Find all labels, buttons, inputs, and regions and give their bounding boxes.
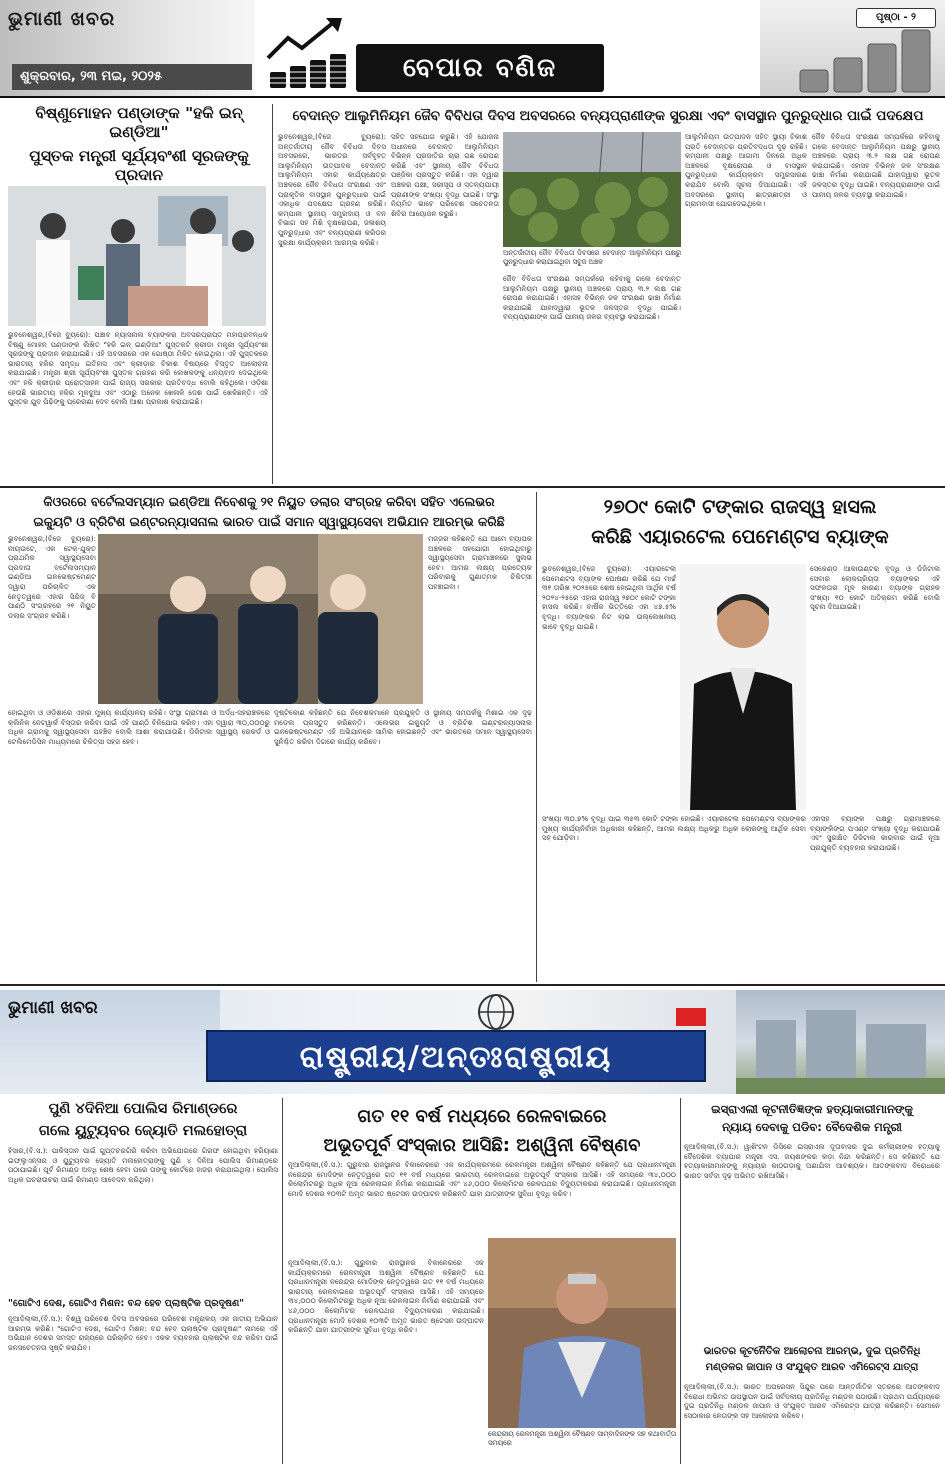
story7-sub-body-text: ନୂଆଦିଲ୍ଲୀ,(ବି.ସ.): ଭାରତ ଅପରେସନ ସିନ୍ଦୁର ପରେ ଆନ୍ତର୍ଜାତିକ ସ୍ତରରେ ଆତଙ୍କବାଦ ବିରୋଧୀ ଅଭିମତ ଉପସ୍ଥାପନ ପାଇଁ ସର୍ବଦଳୀୟ ପ୍ରତିନିଧି ମଣ୍ଡଳ ପଠାଉଛି। ପ୍ରଥମ ପର୍ଯ୍ୟାୟରେ ଦୁଇ ପ୍ରତିନିଧି ମଣ୍ଡଳ ଜାପାନ ଓ ସଂଯୁକ୍ତ ଆରବ ଏମିରେଟ୍ସ ଯାତ୍ରା କରିଛନ୍ତି। ସେମାନେ ସେଠାକାର ନେତାଙ୍କ ସହ ଆଲୋଚନା କରିବେ। bbox=[684, 1382, 940, 1420]
story2-col2 bbox=[391, 132, 499, 482]
story3-col-left bbox=[8, 534, 96, 704]
story6-photo bbox=[488, 1238, 676, 1428]
story6-headline-line2: ଅଭୂତପୂର୍ବ ସଂସ୍କାର ଆସିଛି: ଅଶ୍ୱିନୀ ବୈଷ୍ଣବ bbox=[323, 1134, 641, 1156]
masthead bbox=[0, 0, 945, 98]
banner-city-image bbox=[736, 990, 945, 1094]
story1-headline-line2: ପୁସ୍ତକ ମନ୍ତ୍ରୀ ସୂର୍ଯ୍ୟବଂଶୀ ସୂରଜଙ୍କୁ ପ୍ରଦାନ bbox=[29, 146, 249, 185]
divider-row-2 bbox=[0, 984, 945, 986]
coins-growth-icon bbox=[262, 14, 354, 92]
paper-logo bbox=[8, 8, 188, 36]
section-title: ବେପାର ବଣିଜ bbox=[402, 53, 558, 83]
story4-col-right bbox=[810, 564, 940, 810]
story2-col4a bbox=[685, 132, 807, 482]
page-label-box bbox=[856, 8, 936, 28]
story2-col5-text: ଜୈବ ବିବିଧତା ସଂରକ୍ଷଣ ସମ୍ପର୍କରେ କହିବାକୁ ଗଲେ ବେଦାନ୍ତ ଆଲୁମିନିୟମ ପକ୍ଷରୁ ସ୍ଥାନୀୟ ଅଞ୍ଚଳରେ ପ୍ରାୟ ୩.୨ ଲକ୍ଷ ଗଛ ରୋପଣ କରାଯାଇଛି। ଏହାସହ ବିଭିନ୍ନ ଜଳ ସଂରକ୍ଷଣ ଢାଞ୍ଚା ନିର୍ମାଣ କରାଯାଇଛି ଯାହାଦ୍ୱାରା ଭୂତଳ ଜଳସ୍ତର ବୃଦ୍ଧି ପାଇଛି। ବନ୍ୟପ୍ରାଣୀଙ୍କ ପାଇଁ ପାନୀୟ ଜଳର ବ୍ୟବସ୍ଥା କରାଯାଇଛି। bbox=[812, 132, 940, 199]
story6-body-text: ନୂଆଦିଲ୍ଲୀ,(ବି.ସ.): ଗୁରୁବାର ରାଜସ୍ଥାନର ବିକାନେରରେ ଏକ କାର୍ଯ୍ୟକ୍ରମରେ ରେଳମନ୍ତ୍ରୀ ଅଶ୍ୱିନୀ ବୈଷ୍ଣବ କହିଛନ୍ତି ଯେ ପ୍ରଧାନମନ୍ତ୍ରୀ ନରେନ୍ଦ୍ର ମୋଦିଙ୍କ ନେତୃତ୍ୱରେ ଗତ ୧୧ ବର୍ଷ ମଧ୍ୟରେ ଭାରତୀୟ ରେଳବାଇରେ ଅଭୂତପୂର୍ବ ସଂସ୍କାର ଆସିଛି। ଏହି ସମୟରେ ୩୪,୦୦୦ କିଲୋମିଟରରୁ ଅଧିକ ନୂଆ ରେଳଲାଇନ ନିର୍ମାଣ କରାଯାଇଛି ଏବଂ ୪୬,୦୦୦ କିଲୋମିଟର ରେଳପଥର ବିଦ୍ୟୁତୀକରଣ କରାଯାଇଛି। ପ୍ରଧାନମନ୍ତ୍ରୀ ମୋଦି ଦେଶର ୧୦୩ଟି ଅମୃତ ଭାରତ ଷ୍ଟେସନ ଉଦ୍‌ଘାଟନ କରିଛନ୍ତି ଯାହା ଯାତ୍ରୀଙ୍କ ସୁବିଧା ବୃଦ୍ଧି କରିବ। bbox=[288, 1160, 676, 1198]
story2-photo bbox=[503, 132, 681, 247]
divider-row-1 bbox=[0, 486, 945, 488]
globe-icon bbox=[472, 992, 520, 1032]
story2-photo-caption-text: ଅନ୍ତର୍ଜାତୀୟ ଜୈବ ବିବିଧତା ଦିବସରେ ବେଦାନ୍ତ ଆଲୁମିନିୟମ ପକ୍ଷରୁ ପୁନରୁଦ୍ଧାର କରାଯାଇଥିବା ସବୁଜ ଅଞ୍ଚଳ bbox=[503, 249, 681, 266]
story7-sub-headline-line2: ମଣ୍ଡଳର ଜାପାନ ଓ ସଂଯୁକ୍ତ ଆରବ ଏମିରେଟ୍ସ ଯାତ୍ରା bbox=[705, 1361, 919, 1373]
story7-body-text: ନୂଆଦିଲ୍ଲୀ,(ବି.ସ.): ୱାଶିଂଟନ ଡିସିରେ ଇସ୍ରାଏଲ ଦୂତାବାସର ଦୁଇ କର୍ମଚାରୀଙ୍କ ହତ୍ୟାକୁ ବୈଦେଶିକ ବ୍ୟାପାର ମନ୍ତ୍ରୀ ଏସ. ଜୟଶଙ୍କର କଡ଼ା ନିନ୍ଦା କରିଛନ୍ତି। ସେ କହିଛନ୍ତି ଯେ ହତ୍ୟାକାରୀମାନଙ୍କୁ ନ୍ୟାୟର କାଠଗଡ଼ାକୁ ଅଣାଯିବା ଆବଶ୍ୟକ। ଆତଙ୍କବାଦ ବିରୋଧରେ ଭାରତ ସର୍ବଦା ଦୃଢ଼ ଅଭିମତ ରଖିଆସିଛି। bbox=[684, 1142, 940, 1180]
banner-paper-name: ଭୁମାଣୀ ଖବର bbox=[8, 998, 98, 1018]
story3-headline-line1: କିଓରରେ ବର୍ଟେଲସମ୍ୟାନ ଇଣ୍ଡିଆ ନିବେଶକୁ ୨୧ ନିୟୁତ ଡଲାର ସଂଗ୍ରହ କରିବା ସହିତ ଏଲେଭର bbox=[43, 494, 495, 509]
story4-col-bottom-right-text: ଏହାସହ ବ୍ୟାଙ୍କ ପକ୍ଷରୁ ଗ୍ରାମାଞ୍ଚଳରେ ବ୍ୟାଙ୍କିଙ୍ଗ ପଏଣ୍ଟ ସଂଖ୍ୟା ବୃଦ୍ଧି କରାଯାଉଛି ଏବଂ ସୁରକ୍ଷିତ ଡିଜିଟାଲ କାରବାର ପାଇଁ ନୂଆ ପ୍ରଯୁକ୍ତି ବ୍ୟବହାର କରାଯାଉଛି। bbox=[810, 814, 940, 852]
story6-headline-line1: ଗତ ୧୧ ବର୍ଷ ମଧ୍ୟରେ ରେଳବାଇରେ bbox=[357, 1106, 607, 1127]
story4-col-bottom-left bbox=[542, 814, 806, 980]
story5-headline-line1: ପୁଣି ୪ଦିନିଆ ପୋଲିସ ରିମାଣ୍ଡରେ bbox=[48, 1101, 238, 1117]
story6-headline bbox=[286, 1106, 678, 1157]
story3-col-b-text: ଦୃଷ୍ଟିକୋଣ କହିଛନ୍ତି ଯେ ନିବେଶକମାନେ ପ୍ରଯୁକ୍ତି ଓ ସ୍ଥାନୀୟ ସମ୍ପର୍କକୁ ମିଶାଇ ଏକ ଦୃଢ଼ ମଡେଲ ପ୍ରସ୍ତୁତ କରିଛନ୍ତି। ଏଲେଭର ଇକ୍ୟୁଟି ଓ ବ୍ରିଟିଶ ଇଣ୍ଟରନ୍ୟାସନାଲ ଇନଭେଷ୍ଟମେଣ୍ଟ ଏହି ଅଭିଯାନରେ ସାମିଲ ହୋଇଛନ୍ତି ଏବଂ ଭାରତରେ ସମାନ ସ୍ୱାସ୍ଥ୍ୟସେବା ସୁନିଶ୍ଚିତ କରିବା ଦିଗରେ କାର୍ଯ୍ୟ କରିବେ। bbox=[274, 708, 532, 746]
story4-col-left-text: ଭୁବନେଶ୍ୱର,(ବିଜେ ବ୍ୟୁରୋ): ଏୟାରଟେଲ ପେମେଣ୍ଟସ ବ୍ୟାଙ୍କ ଘୋଷଣା କରିଛି ଯେ ମାର୍ଚ୍ଚ ୩୧ ତାରିଖ ୨୦୨୫ରେ ଶେଷ ହୋଇଥିବା ଆର୍ଥିକ ବର୍ଷ ୨୦୨୪-୨୫ରେ ଏହାର ରାଜସ୍ୱ ୨୭୦୯ କୋଟି ଟଙ୍କା ହାସଲ କରିଛି। ବାର୍ଷିକ ଭିତ୍ତିରେ ଏହା ୪୭.୫% ବୃଦ୍ଧି। ବ୍ୟାଙ୍କର ନିଟ ଲାଭ ଉଲ୍ଲେଖନୀୟ ଭାବେ ବୃଦ୍ଧି ପାଇଛି। bbox=[542, 564, 676, 631]
story5-sub-headline-text: "ଗୋଟିଏ ଦେଶ, ଗୋଟିଏ ମିଶନ: ବନ୍ଦ ହେବ ପ୍ଲାଷ୍ଟିକ ପ୍ରଦୂଷଣ" bbox=[8, 1298, 245, 1309]
banner-flag bbox=[676, 1008, 706, 1026]
story7-headline-line2: ନ୍ୟାୟ ଦେବାକୁ ପଡିବ: ବୈଦେଶିକ ମନ୍ତ୍ରୀ bbox=[722, 1120, 902, 1135]
story5-body bbox=[8, 1146, 278, 1296]
story5-sub-headline bbox=[8, 1298, 278, 1310]
story6-caption bbox=[488, 1430, 676, 1464]
story2-col1-text: ଭୁବନେଶ୍ୱର,(ବିଜେ ବ୍ୟୁରୋ): ଅନ୍ତର୍ଜାତୀୟ ଜୈବ ବିବିଧତା ଦିବସ ଅବସରରେ, ଭାରତର ସର୍ବବୃହତ୍ ଆଲୁମିନିୟମ ଉତ୍ପାଦକ ବେଦାନ୍ତ ଆଲୁମିନିୟମ ଏହାର କାର୍ଯ୍ୟକ୍ଷେତ୍ର ଅଞ୍ଚଳରେ ଜୈବ ବିବିଧତା ସଂରକ୍ଷଣ ଏବଂ ପ୍ରାକୃତିକ ବାସସ୍ଥାନ ପୁନରୁଦ୍ଧାର ପାଇଁ ଏକାଧିକ ପଦକ୍ଷେପ ଗ୍ରହଣ କରିଛି। କମ୍ପାନୀ ସ୍ଥାନୀୟ ସମ୍ପ୍ରଦାୟ ଓ ବନ ବିଭାଗ ସହ ମିଶି ବୃକ୍ଷରୋପଣ, ଜଳାଶୟ ପୁନରୁଦ୍ଧାର ଏବଂ ବନ୍ୟପ୍ରାଣୀ କରିଡର ସୁରକ୍ଷା କାର୍ଯ୍ୟକ୍ରମ ଆରମ୍ଭ କରିଛି। bbox=[278, 132, 386, 247]
story2-headline bbox=[278, 108, 938, 125]
story1-photo bbox=[8, 186, 266, 326]
story4-col-right-text: ସେକେଣ୍ଡ ଆକାଉଣ୍ଟର ବୃଦ୍ଧି ଓ ଡିଜିଟାଲ ସେବାର ଲୋକପ୍ରିୟତା ବ୍ୟାଙ୍କର ଏହି ସଫଳତାର ମୂଳ କାରଣ। ବ୍ୟାଙ୍କ ଗ୍ରାହକ ସଂଖ୍ୟା ୧୦ କୋଟି ଅତିକ୍ରମ କରିଛି ବୋଲି ସୂଚନା ଦିଆଯାଇଛି। bbox=[810, 564, 940, 612]
story5-sub-body-text: ନୂଆଦିଲ୍ଲୀ,(ବି.ସ.): ବିଶ୍ୱ ପରିବେଶ ଦିବସ ଅବସରରେ ପରିବେଶ ମନ୍ତ୍ରାଳୟ ଏକ ଜାତୀୟ ଅଭିଯାନ ଆରମ୍ଭ କରିଛି। "ଗୋଟିଏ ଦେଶ, ଗୋଟିଏ ମିଶନ: ବନ୍ଦ ହେବ ପ୍ଲାଷ୍ଟିକ ପ୍ରଦୂଷଣ" ନାମରେ ଏହି ଅଭିଯାନ ଦେଶର ସମସ୍ତ ରାଜ୍ୟରେ ପରିଚାଳିତ ହେବ। ଏକକ ବ୍ୟବହାର ପ୍ଲାଷ୍ଟିକ ବନ୍ଦ କରିବା ପାଇଁ ଜନସଚେତନତା ସୃଷ୍ଟି କରାଯିବ। bbox=[8, 1314, 278, 1352]
story1-body bbox=[8, 330, 268, 480]
story5-body-text: ହିସାର,(ବି.ସ.): ପାକିସ୍ତାନ ପାଇଁ ଗୁପ୍ତଚରଗିରି କରିବା ଅଭିଯୋଗରେ ଗିରଫ ହୋଇଥିବା ହରିୟାଣା ଇଫ୍ଲୁଏନ୍ସର ଓ ୟୁଟ୍ୟୁବର ଜ୍ୟୋତି ମଲହୋତ୍ରାଙ୍କୁ ପୁଣି ୪ ଦିନିଆ ପୋଲିସ ରିମାଣ୍ଡରେ ପଠାଯାଇଛି। ପୂର୍ବ ରିମାଣ୍ଡ ଅବଧି ଶେଷ ହେବା ପରେ ତାଙ୍କୁ କୋର୍ଟରେ ହାଜର କରାଯାଇଥିଲା। ପୋଲିସ ଅଧିକ ପଚରାଉଚରା ପାଇଁ ରିମାଣ୍ଡ ଆବେଦନ କରିଥିଲା। bbox=[8, 1146, 278, 1184]
story2-photo-caption bbox=[503, 249, 681, 271]
story4-photo bbox=[680, 564, 806, 810]
story4-headline bbox=[540, 496, 940, 550]
banner-logo-box bbox=[8, 998, 158, 1022]
story1-headline-line1: ବିଷ୍ଣୁମୋହନ ପଣ୍ଡାଙ୍କ "ହକି ଇନ୍ ଇଣ୍ଡିଆ" bbox=[35, 104, 243, 142]
section-banner bbox=[0, 990, 945, 1094]
divider-top-1 bbox=[272, 104, 273, 484]
story5-sub-body bbox=[8, 1314, 278, 1464]
date: ଶୁକ୍ରବାର, ୨୩ ମଇ, ୨୦୨୫ bbox=[20, 69, 162, 84]
story2-col5 bbox=[812, 132, 940, 482]
story3-col-b bbox=[274, 708, 532, 980]
story2-col3 bbox=[503, 274, 681, 482]
story3-headline bbox=[8, 494, 530, 529]
story1-headline bbox=[8, 104, 270, 186]
story3-photo bbox=[98, 534, 423, 704]
story4-col-left bbox=[542, 564, 676, 810]
section-title-box bbox=[356, 44, 604, 92]
story6-body-left-text: ନୂଆଦିଲ୍ଲୀ,(ବି.ସ.): ଗୁରୁବାର ରାଜସ୍ଥାନର ବିକାନେରରେ ଏକ କାର୍ଯ୍ୟକ୍ରମରେ ରେଳମନ୍ତ୍ରୀ ଅଶ୍ୱିନୀ ବୈଷ୍ଣବ କହିଛନ୍ତି ଯେ ପ୍ରଧାନମନ୍ତ୍ରୀ ନରେନ୍ଦ୍ର ମୋଦିଙ୍କ ନେତୃତ୍ୱରେ ଗତ ୧୧ ବର୍ଷ ମଧ୍ୟରେ ଭାରତୀୟ ରେଳବାଇରେ ଅଭୂତପୂର୍ବ ସଂସ୍କାର ଆସିଛି। ଏହି ସମୟରେ ୩୪,୦୦୦ କିଲୋମିଟରରୁ ଅଧିକ ନୂଆ ରେଳଲାଇନ ନିର୍ମାଣ କରାଯାଇଛି ଏବଂ ୪୬,୦୦୦ କିଲୋମିଟର ରେଳପଥର ବିଦ୍ୟୁତୀକରଣ କରାଯାଇଛି। ପ୍ରଧାନମନ୍ତ୍ରୀ ମୋଦି ଦେଶର ୧୦୩ଟି ଅମୃତ ଭାରତ ଷ୍ଟେସନ ଉଦ୍‌ଘାଟନ କରିଛନ୍ତି ଯାହା ଯାତ୍ରୀଙ୍କ ସୁବିଧା ବୃଦ୍ଧି କରିବ। bbox=[288, 1258, 484, 1335]
date-box bbox=[12, 64, 252, 90]
story2-col3-text: ଜୈବ ବିବିଧତା ସଂରକ୍ଷଣ ସମ୍ପର୍କରେ କହିବାକୁ ଗଲେ ବେଦାନ୍ତ ଆଲୁମିନିୟମ ପକ୍ଷରୁ ସ୍ଥାନୀୟ ଅଞ୍ଚଳରେ ପ୍ରାୟ ୩.୨ ଲକ୍ଷ ଗଛ ରୋପଣ କରାଯାଇଛି। ଏହାସହ ବିଭିନ୍ନ ଜଳ ସଂରକ୍ଷଣ ଢାଞ୍ଚା ନିର୍ମାଣ କରାଯାଇଛି ଯାହାଦ୍ୱାରା ଭୂତଳ ଜଳସ୍ତର ବୃଦ୍ଧି ପାଇଛି। ବନ୍ୟପ୍ରାଣୀଙ୍କ ପାଇଁ ପାନୀୟ ଜଳର ବ୍ୟବସ୍ଥା କରାଯାଇଛି। bbox=[503, 274, 681, 322]
divider-bottom-2 bbox=[680, 1098, 681, 1464]
paper-name: ଭୁମାଣୀ ଖବର bbox=[8, 8, 116, 30]
story7-sub-headline-line1: ଭାରତର କୂଟନୈତିକ ଆଲୋଚନା ଆରମ୍ଭ, ଦୁଇ ପ୍ରତିନିଧି bbox=[703, 1346, 921, 1357]
story7-body bbox=[684, 1142, 940, 1342]
page-label: ପୃଷ୍ଠା - ୨ bbox=[876, 12, 916, 23]
banner-title-box bbox=[206, 1030, 706, 1082]
story4-col-bottom-left-text: ସଂଖ୍ୟା ୩୦.୭% ବୃଦ୍ଧି ପାଇ ୩୫୩ କୋଟି ଟଙ୍କା ହୋଇଛି। ଏୟାରଟେଲ ପେମେଣ୍ଟସ ବ୍ୟାଙ୍କର ମୁଖ୍ୟ କାର୍ଯ୍ୟନିର୍ବାହୀ ଅଧିକାରୀ କହିଛନ୍ତି, ଆମର ଲକ୍ଷ୍ୟ ଅଧିକରୁ ଅଧିକ ଲୋକଙ୍କୁ ଆର୍ଥିକ ସେବା ସହ ଯୋଡ଼ିବା। bbox=[542, 814, 806, 843]
story6-body-left bbox=[288, 1258, 484, 1464]
story7-sub-headline bbox=[684, 1346, 940, 1374]
story4-headline-line2: କରିଛି ଏୟାରଟେଲ ପେମେଣ୍ଟସ ବ୍ୟାଙ୍କ bbox=[591, 525, 889, 548]
story3-col-right-text: ମଜ୍ଜର କହିଛନ୍ତି ଯେ ଆମେ ବ୍ୟାପକ ଅଞ୍ଚଳରେ ସହଯୋଗୀ ହୋଇଥିବାରୁ ସ୍ୱାସ୍ଥ୍ୟସେବା ଗ୍ରାମାଞ୍ଚଳରେ ସୁଲଭ ହେବ। ଆମର ଲକ୍ଷ୍ୟ ପ୍ରତ୍ୟେକ ପରିବାରକୁ ଗୁଣାତ୍ମକ ଚିକିତ୍ସା ପହଞ୍ଚାଇବା। bbox=[428, 534, 532, 591]
story4-headline-line1: ୨୭୦୯ କୋଟି ଟଙ୍କାର ରାଜସ୍ୱ ହାସଲ bbox=[603, 496, 877, 518]
story5-headline-line2: ଗଲେ ୟୁଟ୍ୟୁବର ଜ୍ୟୋତି ମଲହୋତ୍ରା bbox=[38, 1123, 248, 1140]
story5-headline bbox=[8, 1100, 278, 1140]
story6-caption-text: କେନ୍ଦ୍ରୀୟ ରେଳମନ୍ତ୍ରୀ ଅଶ୍ୱିନୀ ବୈଷ୍ଣବ ସାମ୍ବାଦିକଙ୍କ ସହ କଥାବାର୍ତ୍ତା ସମୟରେ bbox=[488, 1430, 676, 1447]
story3-col-left-text: ଭୁବନେଶ୍ୱର,(ବିଜେ ବ୍ୟୁରୋ): ନୀୟଉଟେ, ଏକ ଟେକ୍-ଯୁକ୍ତ ପ୍ରାଥମିକ ସ୍ୱାସ୍ଥ୍ୟସେବା ପ୍ରଦାତା ବର୍ଟେଲସମ୍ୟାନ ଇଣ୍ଡିଆ ଇନଭେଷ୍ଟମେଣ୍ଟ ଦ୍ୱାରା ପରିଚାଳିତ ଏକ ନେତୃତ୍ୱରେ ଏହାର ସିରିଜ୍ ବି ପାଣ୍ଠି ସଂଗ୍ରହରେ ୨୧ ନିୟୁତ ଡଲାର ସଂଗ୍ରହ କରିଛି। bbox=[8, 534, 96, 620]
story1-body-text: ଭୁବନେଶ୍ୱର,(ବିଜେ ବ୍ୟୁରୋ): ପଞ୍ଚାବ ନ୍ୟାସନାଲ ବ୍ୟାଙ୍କର ଅବସରପ୍ରାପ୍ତ ମହାପ୍ରବନ୍ଧକ ବିଷ୍ଣୁ ମୋହନ ପଣ୍ଡାଙ୍କ ଲିଖିତ "ହକି ଇନ୍ ଇଣ୍ଡିଆ" ପୁସ୍ତକଟି କ୍ରୀଡା ମନ୍ତ୍ରୀ ସୂର୍ଯ୍ୟବଂଶୀ ସୂରଜଙ୍କୁ ପ୍ରଦାନ କରାଯାଇଛି। ଏହି ଅବସରରେ ଏକ ଗୋଷ୍ଠୀ ମିଳିତ ହୋଇଥିଲା। ଏହି ପୁସ୍ତକରେ ଭାରତୀୟ ହକିର ସମୃଦ୍ଧ ଇତିହାସ ଏବଂ କ୍ରୀଡ଼ାର ବିକାଶ ବିଷୟରେ ବିସ୍ତୃତ ଆଲୋଚନା କରାଯାଇଛି। ମନ୍ତ୍ରୀ ଶ୍ରୀ ସୂର୍ଯ୍ୟବଂଶୀ ପୁସ୍ତକ ଗ୍ରହଣ କରି ଲେଖକଙ୍କୁ ଧନ୍ୟବାଦ ଦେଇଥିଲେ ଏବଂ ହକି କ୍ରୀଡ଼ାର ପ୍ରୋତ୍ସାହନ ପାଇଁ ରାଜ୍ୟ ସରକାର ପ୍ରତିବଦ୍ଧ ବୋଲି କହିଥିଲେ। ଓଡ଼ିଶା ହେଉଛି ଭାରତୀୟ ହକିର ମୂଳଦୁଆ ଏବଂ ଏଠାରୁ ଅନେକ ଖେଳାଳି ଦେଶ ପାଇଁ ଖେଳିଛନ୍ତି। ଏହି ପୁସ୍ତକ ଯୁବ ପିଢ଼ିଙ୍କୁ ପ୍ରେରଣା ଦେବ ବୋଲି ଆଶା ପ୍ରକାଶ କରାଯାଇଛି। bbox=[8, 330, 268, 407]
masthead-rule bbox=[0, 96, 945, 98]
divider-bottom-1 bbox=[282, 1098, 283, 1464]
divider-mid-1 bbox=[536, 492, 537, 982]
story3-headline-line2: ଇକ୍ୟୁଟି ଓ ବ୍ରିଟିଶ ଇଣ୍ଟରନ୍ୟାସନାଲ ଭାରତ ପାଇଁ ସମାନ ସ୍ୱାସ୍ଥ୍ୟସେବା ଅଭିଯାନ ଆରମ୍ଭ କରିଛି bbox=[33, 513, 505, 529]
story2-col2-text: ସହିତ ସହଯୋଗ କରୁଛି। ଏହି ଯୋଜନା ଅଧୀନରେ ବେଦାନ୍ତ ଆଲୁମିନିୟମ ବିଭିନ୍ନ ପ୍ରଜାତିର ଚାରା ଗଛ ରୋପଣ କରିଛି ଏବଂ ସ୍ଥାନୀୟ ଜୈବ ବିବିଧତା ପଞ୍ଜିକା ପ୍ରସ୍ତୁତ କରିଛି। ଏହା ଦ୍ୱାରା ଅଞ୍ଚଳର ପକ୍ଷୀ, ସରୀସୃପ ଓ ସ୍ତନ୍ୟପାୟୀ ପ୍ରାଣୀଙ୍କ ସଂଖ୍ୟା ବୃଦ୍ଧି ପାଇଛି। ସଂସ୍ଥା ନିୟମିତ ଭାବେ ପରିବେଶ ସଚେତନତା ଶିବିର ଆୟୋଜନ କରୁଛି। bbox=[391, 132, 499, 218]
story7-sub-body bbox=[684, 1382, 940, 1464]
story7-headline bbox=[684, 1102, 940, 1135]
story2-col1 bbox=[278, 132, 386, 482]
story3-col-right bbox=[428, 534, 532, 704]
story2-col4-text: ଆଲୁମିନିୟମ ଉତ୍ପାଦନ ସହିତ ସ୍ଥାୟୀ ବିକାଶ ପ୍ରତି ବେଦାନ୍ତର ପ୍ରତିବଦ୍ଧତା ଦୃଢ଼ ରହିଛି। କମ୍ପାନୀ ପକ୍ଷରୁ ଆଗାମୀ ଦିନରେ ଅଧିକ ଅଞ୍ଚଳରେ ବୃକ୍ଷରୋପଣ ଓ ବାସସ୍ଥାନ ପୁନରୁଦ୍ଧାର କାର୍ଯ୍ୟକ୍ରମ ସମ୍ପ୍ରସାରଣ କରାଯିବ ବୋଲି ସୂଚନା ଦିଆଯାଇଛି। ଏହି ଅବସରରେ ସ୍ଥାନୀୟ ଛାତ୍ରଛାତ୍ରୀ ଓ ଗ୍ରାମବାସୀ ଯୋଗଦେଇଥିଲେ। bbox=[685, 132, 807, 209]
story3-col-a-text: ହୋଇଥିବା ଓ ଓଡ଼ିଶାରେ ଏହାର ମୁଖ୍ୟ କାର୍ଯ୍ୟାଳୟ ରହିଛି। ସଂସ୍ଥା ଗ୍ରାମୀଣ ଓ ଅର୍ଦ୍ଧ-ସହରାଞ୍ଚଳରେ କ୍ଲିନିକ ନେଟୱାର୍କ ବିସ୍ତାର କରିବା ପାଇଁ ଏହି ପାଣ୍ଠି ବିନିଯୋଗ କରିବ। ଏହା ଦ୍ୱାରା ୩୦,୦୦୦ରୁ ଅଧିକ ଗ୍ରାମକୁ ସ୍ୱାସ୍ଥ୍ୟସେବା ପହଞ୍ଚିବ ବୋଲି ଆଶା କରାଯାଉଛି। ଡିଜିଟାଲ ସ୍ୱାସ୍ଥ୍ୟ ରେକର୍ଡ ଓ ଟେଲିମେଡିସିନ ମାଧ୍ୟମରେ ଚିକିତ୍ସା ସହଜ ହେବ। bbox=[8, 708, 270, 746]
story4-col-bottom-right bbox=[810, 814, 940, 980]
story3-col-a bbox=[8, 708, 270, 980]
story2-headline-text: ବେଦାନ୍ତ ଆଲୁମିନିୟମ ଜୈବ ବିବିଧତା ଦିବସ ଅବସରରେ ବନ୍ୟପ୍ରାଣୀଙ୍କ ସୁରକ୍ଷା ଏବଂ ବାସସ୍ଥାନ ପୁନରୁଦ୍ଧାର ପାଇଁ ପଦକ୍ଷେପ bbox=[292, 108, 924, 124]
banner-title: ରାଷ୍ଟ୍ରୀୟ/ଅନ୍ତଃରାଷ୍ଟ୍ରୀୟ bbox=[299, 1040, 613, 1075]
story7-headline-line1: ଇସ୍ରାଏଲୀ କୂଟନୀତିଜ୍ଞଙ୍କ ହତ୍ୟାକାରୀମାନଙ୍କୁ bbox=[711, 1102, 913, 1116]
